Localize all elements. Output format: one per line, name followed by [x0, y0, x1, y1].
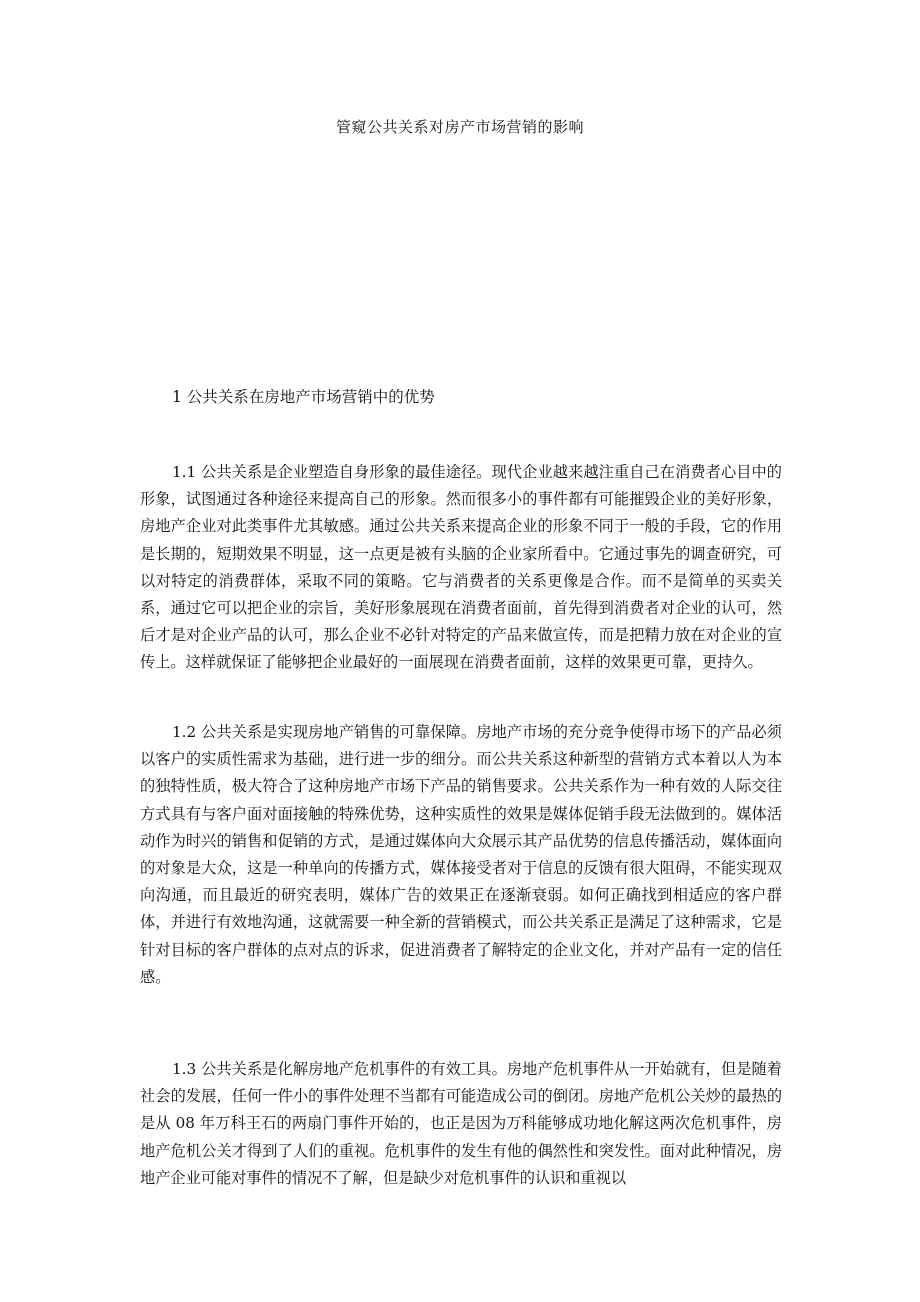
- document-title: 管窥公共关系对房产市场营销的影响: [335, 118, 584, 136]
- paragraph-1-1: 1.1 公共关系是企业塑造自身形象的最佳途径。现代企业越来越注重自己在消费者心目中的形象，试图通过各种途径来提高自己的形象。然而很多小的事件都有可能摧毁企业的美好形象，房地产企业对此类事件尤其敏感。通过公共关系来提高企业的形象不同于一般的手段，它的作用是长期的，短期效果不明显，这一点更是被有头脑的企业家所看中。它通过事先的调查研究，可以对特定的消费群体，采取不同的策略。它与消费者的关系更像是合作。而不是简单的买卖关系，通过它可以把企业的宗旨，美好形象展现在消费者面前，首先得到消费者对企业的认可，然后才是对企业产品的认可，那么企业不必针对特定的产品来做宣传，而是把精力放在对企业的宣传上。这样就保证了能够把企业最好的一面展现在消费者面前，这样的效果更可靠，更持久。: [140, 463, 782, 672]
- paragraph-1-2: 1.2 公共关系是实现房地产销售的可靠保障。房地产市场的充分竞争使得市场下的产品必须以客户的实质性需求为基础，进行进一步的细分。而公共关系这种新型的营销方式本着以人为本的独特性质，极大符合了这种房地产市场下产品的销售要求。公共关系作为一种有效的人际交往方式具有与客户面对面接触的特殊优势，这种实质性的效果是媒体促销手段无法做到的。媒体活动作为时兴的销售和促销的方式，是通过媒体向大众展示其产品优势的信息传播活动，媒体面向的对象是大众，这是一种单向的传播方式，媒体接受者对于信息的反馈有很大阻碍，不能实现双向沟通，而且最近的研究表明，媒体广告的效果正在逐渐衰弱。如何正确找到相适应的客户群体，并进行有效地沟通，这就需要一种全新的营销模式，而公共关系正是满足了这种需求，它是针对目标的客户群体的点对点的诉求，促进消费者了解特定的企业文化，并对产品有一定的信任感。: [140, 723, 782, 986]
- section-heading: 1 公共关系在房地产市场营销中的优势: [172, 388, 435, 406]
- paragraph-1-3: 1.3 公共关系是化解房地产危机事件的有效工具。房地产危机事件从一开始就有，但是随着社会的发展，任何一件小的事件处理不当都有可能造成公司的倒闭。房地产危机公关炒的最热的是从 08 年万科王石的两扇门事件开始的，也正是因为万科能够成功地化解这两次危机事件，房地产危机公关才得到了人们的重视。危机事件的发生有他的偶然性和突发性。面对此种情况，房地产企业可能对事件的情况不了解，但是缺少对危机事件的认识和重视以: [140, 1060, 782, 1187]
